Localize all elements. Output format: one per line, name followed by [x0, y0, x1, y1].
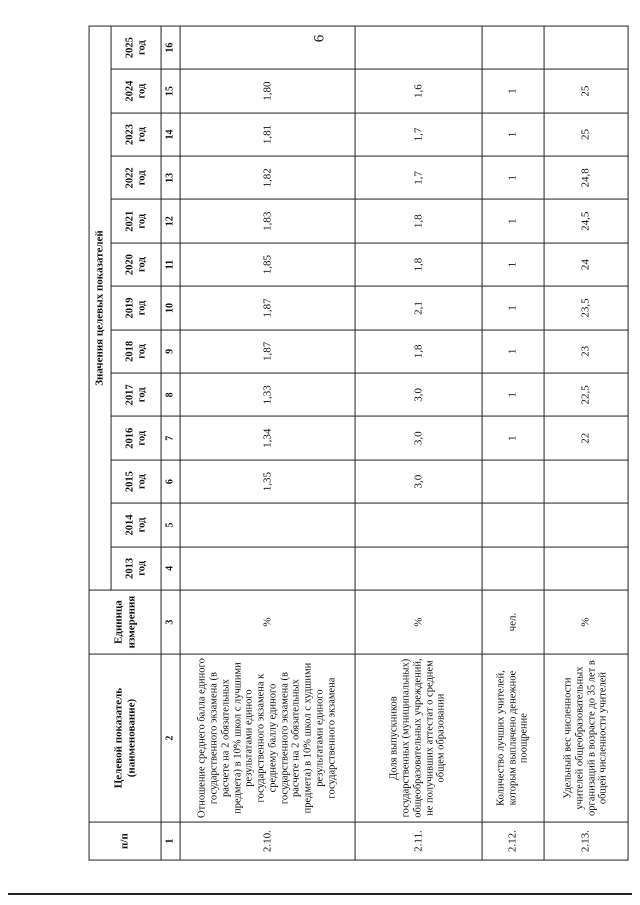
- row-unit: чел.: [482, 590, 544, 654]
- header-year-suffix: год: [136, 344, 148, 359]
- row-value-2019: 1: [482, 286, 544, 329]
- row-value-2022: 1,7: [355, 156, 482, 199]
- header-year-number: 2024: [124, 80, 136, 102]
- table-row: [180, 26, 355, 860]
- row-value-2021: 1,8: [355, 200, 482, 243]
- header-values-group: Значения целевых показателей: [89, 26, 111, 590]
- row-value-2022: 1: [482, 156, 544, 199]
- header-year-number: 2025: [124, 37, 136, 59]
- header-year-suffix: год: [136, 430, 148, 446]
- row-value-2014: [544, 503, 628, 546]
- header-year-suffix: год: [136, 300, 148, 316]
- row-unit: %: [180, 590, 355, 654]
- row-value-2023: 1: [482, 113, 544, 156]
- row-value-2024: 1: [482, 69, 544, 112]
- row-number: 2.13.: [544, 822, 628, 860]
- row-value-2013: [544, 547, 628, 590]
- row-value-2018: 1,8: [355, 330, 482, 373]
- row-value-2023: 1,81: [180, 113, 355, 156]
- header-year-2014: [111, 503, 161, 546]
- header-year-suffix: год: [136, 127, 148, 142]
- row-value-2016: 1: [482, 417, 544, 460]
- column-number-cell: 6: [161, 460, 180, 503]
- row-value-2015: 1,35: [180, 460, 355, 503]
- row-value-2014: [355, 503, 482, 546]
- column-number-cell: 10: [161, 286, 180, 329]
- header-year-suffix: год: [136, 170, 148, 186]
- row-value-2017: 22,5: [544, 373, 628, 416]
- row-value-2019: 1,87: [180, 286, 355, 329]
- column-number-cell: 1: [161, 822, 180, 860]
- row-value-2021: 1,83: [180, 200, 355, 243]
- column-number-cell: 4: [161, 547, 180, 590]
- row-value-2020: 1,85: [180, 243, 355, 286]
- header-year-suffix: год: [136, 257, 148, 273]
- header-year-number: 2022: [124, 167, 136, 189]
- header-year-suffix: год: [136, 387, 148, 403]
- header-year-suffix: год: [136, 474, 148, 489]
- column-number-cell: 7: [161, 417, 180, 460]
- column-number-cell: 15: [161, 69, 180, 112]
- row-number: 2.10.: [180, 822, 355, 860]
- row-value-2016: 3,0: [355, 417, 482, 460]
- row-value-2013: [355, 547, 482, 590]
- column-number-cell: 3: [161, 590, 180, 654]
- header-year-2018: [111, 330, 161, 373]
- column-number-cell: 16: [161, 26, 180, 69]
- table-row: [482, 26, 544, 860]
- header-year-suffix: год: [136, 560, 148, 576]
- row-unit: %: [544, 590, 628, 654]
- header-year-2022: [111, 156, 161, 199]
- row-value-2014: [180, 503, 355, 546]
- header-year-2020: [111, 243, 161, 286]
- header-year-2024: [111, 69, 161, 112]
- header-year-number: 2018: [124, 340, 136, 362]
- table-row: [355, 26, 482, 860]
- table-row: [544, 26, 628, 860]
- header-year-suffix: год: [136, 213, 148, 229]
- header-year-number: 2014: [124, 514, 136, 536]
- column-number-cell: 8: [161, 373, 180, 416]
- row-value-2015: [544, 460, 628, 503]
- row-unit: %: [355, 590, 482, 654]
- header-year-number: 2023: [124, 123, 136, 145]
- row-value-2017: 1,33: [180, 373, 355, 416]
- header-year-2017: [111, 373, 161, 416]
- row-indicator-name: Доля выпускников государственных (муниципальных) общеобразовательных учреждений, не получивших аттестат о среднем общем образовании: [355, 654, 482, 822]
- page-number: 6: [311, 34, 328, 42]
- row-indicator-name: Отношение среднего балла единого государственного экзамена (в расчете на 2 обязательных предмета) в 10% школ с лучшими результатами единого государственного экзамена к среднему баллу единого государственного экзамена (в расчете на 2 обязательных предмета) в 10% школ с худшими результатами единого государственного экзамена: [180, 654, 355, 822]
- row-value-2018: 1: [482, 330, 544, 373]
- header-year-2025: [111, 26, 161, 69]
- header-year-number: 2019: [124, 297, 136, 319]
- row-number: 2.11.: [355, 822, 482, 860]
- header-year-2023: [111, 113, 161, 156]
- target-indicators-table: [89, 25, 629, 860]
- header-year-suffix: год: [136, 83, 148, 99]
- column-number-cell: 14: [161, 113, 180, 156]
- row-value-2019: 2,1: [355, 286, 482, 329]
- table-rotated-container: [88, 26, 628, 860]
- row-value-2020: 1,8: [355, 243, 482, 286]
- row-indicator-name: Количество лучших учителей, которым выплачено денежное поощрение: [482, 654, 544, 822]
- header-year-2015: [111, 460, 161, 503]
- row-value-2015: 3,0: [355, 460, 482, 503]
- header-year-suffix: год: [136, 517, 148, 533]
- column-number-cell: 12: [161, 200, 180, 243]
- row-value-2023: 1,7: [355, 113, 482, 156]
- row-value-2025: [544, 26, 628, 69]
- row-value-2021: 24,5: [544, 200, 628, 243]
- row-value-2014: [482, 503, 544, 546]
- row-value-2021: 1: [482, 200, 544, 243]
- row-value-2019: 23,5: [544, 286, 628, 329]
- header-year-number: 2020: [124, 254, 136, 276]
- column-number-cell: 2: [161, 654, 180, 822]
- row-value-2025: [180, 26, 355, 69]
- row-value-2016: 1,34: [180, 417, 355, 460]
- header-indicator: Целевой показатель (наименование): [89, 654, 161, 822]
- header-year-2021: [111, 200, 161, 243]
- row-value-2016: 22: [544, 417, 628, 460]
- row-value-2017: 3,0: [355, 373, 482, 416]
- column-number-cell: 9: [161, 330, 180, 373]
- row-value-2018: 23: [544, 330, 628, 373]
- row-value-2025: [355, 26, 482, 69]
- row-value-2020: 24: [544, 243, 628, 286]
- header-year-number: 2021: [124, 210, 136, 232]
- header-year-number: 2017: [124, 384, 136, 406]
- header-year-2016: [111, 417, 161, 460]
- bottom-rule: [8, 893, 632, 895]
- row-value-2025: [482, 26, 544, 69]
- row-value-2013: [180, 547, 355, 590]
- header-year-number: 2016: [124, 427, 136, 449]
- column-number-cell: 5: [161, 503, 180, 546]
- column-number-cell: 11: [161, 243, 180, 286]
- header-year-number: 2015: [124, 471, 136, 493]
- row-value-2023: 25: [544, 113, 628, 156]
- row-value-2024: 1,80: [180, 69, 355, 112]
- row-value-2017: 1: [482, 373, 544, 416]
- row-value-2020: 1: [482, 243, 544, 286]
- header-number: п/п: [89, 822, 161, 860]
- header-year-suffix: год: [136, 40, 148, 56]
- column-number-cell: 13: [161, 156, 180, 199]
- row-value-2024: 1,6: [355, 69, 482, 112]
- row-value-2024: 25: [544, 69, 628, 112]
- row-indicator-name: Удельный вес численности учителей общеобразовательных организаций в возрасте до 35 лет в общей численности учителей: [544, 654, 628, 822]
- header-year-2019: [111, 286, 161, 329]
- row-value-2022: 24,8: [544, 156, 628, 199]
- row-value-2015: [482, 460, 544, 503]
- row-value-2013: [482, 547, 544, 590]
- header-year-2013: [111, 547, 161, 590]
- row-value-2018: 1,87: [180, 330, 355, 373]
- row-value-2022: 1,82: [180, 156, 355, 199]
- header-unit: Единица измерения: [89, 590, 161, 654]
- row-number: 2.12.: [482, 822, 544, 860]
- header-year-number: 2013: [124, 557, 136, 579]
